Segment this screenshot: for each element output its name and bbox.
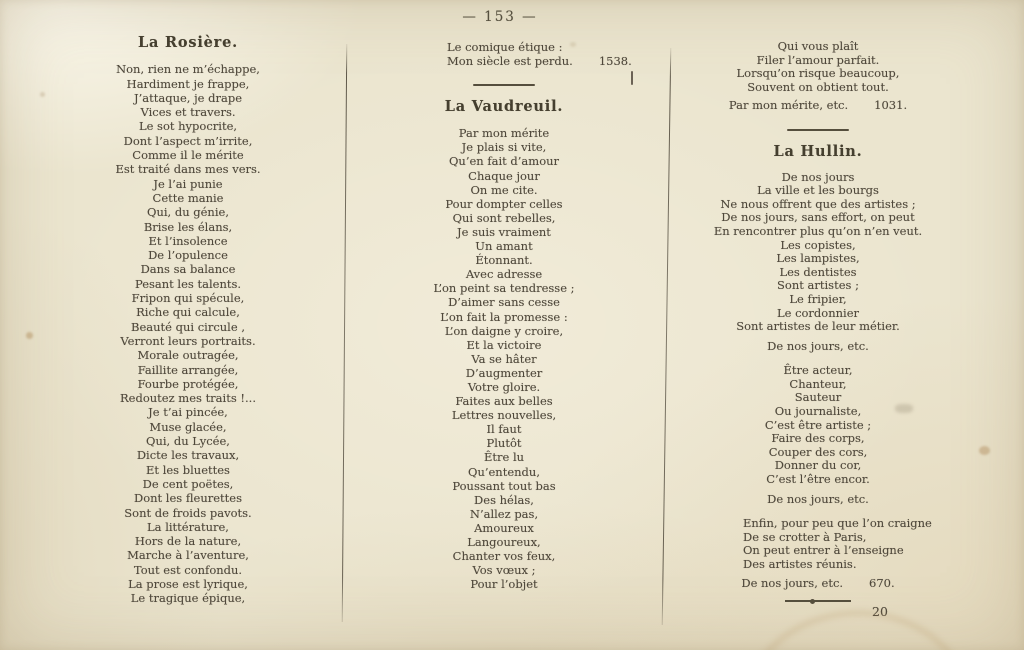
- foxing-spot: [40, 92, 45, 97]
- verse-line: D’aimer sans cesse: [448, 295, 560, 310]
- verse-line: Qui, du génie,: [147, 205, 229, 220]
- foxing-spot: [979, 446, 990, 455]
- verse-line: Qui, du Lycée,: [146, 434, 230, 449]
- verse-line: On peut entrer à l’enseigne: [743, 543, 904, 558]
- verse-line: Va se hâter: [471, 351, 537, 366]
- verse-line: Pour dompter celles: [445, 196, 563, 211]
- song-title: La Rosière.: [138, 34, 238, 51]
- verse-line: Redoutez mes traits !...: [120, 391, 256, 406]
- verse-line: Fourbe protégée,: [137, 376, 239, 391]
- verse-line: Être lu: [483, 450, 525, 465]
- ring-stain: [742, 610, 974, 650]
- verse-line: Des hélas,: [474, 492, 534, 507]
- verse-line: Faillite arrangée,: [137, 362, 239, 377]
- verse-line: Par mon mérite: [458, 126, 550, 141]
- page-number: — 153 —: [462, 9, 538, 25]
- verse-line: Non, rien ne m’échappe,: [116, 62, 260, 77]
- song-number: 670.: [869, 575, 895, 590]
- verse-line: Un amant: [475, 239, 533, 254]
- verse-line: C’est être artiste ;: [764, 417, 872, 432]
- song-title: La Hullin.: [773, 142, 863, 160]
- verse-line: Lettres nouvelles,: [451, 408, 557, 423]
- verse-line: De nos jours, sans effort, on peut: [721, 210, 915, 225]
- foxing-spot: [26, 332, 33, 339]
- verse-line: Hardiment je frappe,: [126, 76, 250, 91]
- verse-line: D’augmenter: [465, 365, 543, 380]
- verse-line: Chanter vos feux,: [452, 549, 556, 564]
- verse-stanza: [370, 126, 638, 591]
- verse-stanza: [668, 517, 968, 571]
- verse-line: Langoureux,: [467, 535, 541, 549]
- verse-line: Est traité dans mes vers.: [115, 162, 261, 177]
- verse-line: Tout est confondu.: [133, 562, 243, 577]
- verse-line: Je l’ai punie: [153, 176, 223, 191]
- verse-line: Donner du cor,: [774, 458, 862, 473]
- verse-line-with-number: [668, 577, 968, 591]
- verse-stanza: [668, 364, 968, 486]
- verse-line-with-number: [668, 99, 968, 113]
- foxing-spot: [570, 42, 576, 47]
- verse-line: Sont artistes ;: [777, 278, 859, 293]
- verse-line: Étonnant.: [475, 253, 533, 268]
- verse-line: Qui sont rebelles,: [452, 210, 556, 225]
- verse-line: De se crotter à Paris,: [743, 529, 867, 544]
- smudge-mark: [895, 404, 913, 413]
- verse-line: Et l’insolence: [148, 233, 228, 248]
- verse-line: Enfin, pour peu que l’on craigne: [743, 516, 932, 531]
- song-number: 1538.: [598, 54, 632, 69]
- verse-stanza: [668, 40, 968, 94]
- verse-line: Ne nous offrent que des artistes ;: [720, 196, 916, 211]
- verse-line: J’attaque, je drape: [133, 90, 242, 105]
- verse-line: Je plais si vite,: [461, 140, 547, 155]
- verse-line: Mon siècle est perdu.: [447, 54, 573, 69]
- verse-line: Muse glacée,: [149, 419, 227, 434]
- verse-stanza: [370, 40, 638, 54]
- verse-line: Sont de froids pavots.: [124, 505, 252, 520]
- verse-line: Verront leurs portraits.: [120, 333, 256, 348]
- verse-line: Faites aux belles: [455, 394, 553, 409]
- separator-rule: [473, 84, 535, 86]
- refrain-line: De nos jours, etc.: [767, 491, 869, 506]
- column-3: [668, 40, 968, 604]
- verse-line: L’on fait la promesse :: [440, 309, 568, 324]
- verse-line: Je t’ai pincée,: [148, 405, 228, 420]
- verse-line: Chaque jour: [468, 168, 540, 183]
- verse-line: Sauteur: [794, 390, 842, 405]
- verse-line: Souvent on obtient tout.: [747, 79, 889, 94]
- verse-line: Couper des cors,: [768, 444, 868, 459]
- verse-line: Sont artistes de leur métier.: [736, 319, 900, 334]
- verse-line: Le cordonnier: [776, 305, 860, 320]
- verse-line: La littérature,: [147, 519, 229, 534]
- verse-line: De l’opulence: [148, 248, 228, 263]
- column-2: [370, 40, 638, 591]
- verse-line: La ville et les bourgs: [757, 183, 879, 198]
- verse-line: Le comique étique :: [447, 40, 563, 54]
- verse-line: La prose est lyrique,: [128, 576, 248, 591]
- verse-line: Brise les élans,: [143, 219, 233, 234]
- verse-line: Beauté qui circule ,: [131, 319, 245, 334]
- verse-line: Morale outragée,: [137, 348, 239, 363]
- song-number: 1031.: [874, 98, 908, 113]
- verse-line: Filer l’amour parfait.: [756, 52, 880, 67]
- verse-line: Riche qui calcule,: [136, 305, 240, 320]
- verse-line: Les lampistes,: [776, 251, 860, 266]
- verse-line: Comme il le mérite: [132, 148, 244, 163]
- verse-line: En rencontrer plus qu’on n’en veut.: [713, 223, 923, 238]
- verse-line: De cent poëtes,: [142, 476, 234, 491]
- verse-line: Et les bluettes: [146, 462, 230, 477]
- verse-line: Par mon mérite, etc.: [728, 98, 849, 113]
- verse-line: Des artistes réunis.: [743, 557, 857, 571]
- signature-number: 20: [872, 604, 888, 619]
- verse-line: L’on peint sa tendresse ;: [433, 281, 575, 296]
- verse-line: Le fripier,: [789, 291, 847, 306]
- verse-line: Les copistes,: [780, 237, 856, 252]
- verse-stanza: [668, 171, 968, 334]
- verse-line: Faire des corps,: [771, 431, 865, 446]
- verse-line: Pesant les talents.: [134, 276, 242, 291]
- verse-line: Amoureux: [474, 520, 534, 535]
- verse-line: Marche à l’aventure,: [127, 548, 249, 563]
- verse-line: Qu’en fait d’amour: [448, 154, 560, 169]
- verse-line: Je suis vraiment: [457, 224, 551, 239]
- verse-stanza: [33, 62, 343, 605]
- verse-line-with-number: [370, 54, 638, 68]
- verse-line: Il faut: [486, 422, 522, 437]
- verse-line: On me cite.: [470, 182, 538, 197]
- tailpiece-ornament: [785, 598, 851, 604]
- verse-line: Vices et travers.: [140, 105, 236, 120]
- verse-line: Chanteur,: [789, 376, 847, 391]
- verse-line: Avec adresse: [465, 267, 543, 282]
- verse-line: Vos vœux ;: [472, 563, 536, 578]
- verse-line: Cette manie: [152, 190, 224, 205]
- verse-line: Qui vous plaît: [777, 39, 859, 53]
- verse-line: Le tragique épique,: [130, 591, 246, 606]
- verse-line: Ou journaliste,: [774, 404, 862, 419]
- verse-line: Le sot hypocrite,: [138, 119, 238, 134]
- verse-line: Hors de la nature,: [134, 534, 242, 549]
- verse-line: Dans sa balance: [140, 262, 236, 277]
- verse-line: C’est l’être encor.: [766, 472, 870, 487]
- verse-line: Fripon qui spécule,: [131, 291, 245, 306]
- verse-line: Plutôt: [486, 436, 522, 451]
- verse-line: Dicte les travaux,: [136, 448, 240, 463]
- refrain-line: De nos jours, etc.: [767, 338, 869, 353]
- verse-line: Dont les fleurettes: [133, 491, 242, 506]
- verse-line: De nos jours: [781, 169, 855, 184]
- verse-line: Pour l’objet: [470, 577, 538, 592]
- verse-line: Qu’entendu,: [468, 464, 540, 479]
- verse-line: Poussant tout bas: [452, 478, 556, 493]
- verse-line: Être acteur,: [783, 363, 853, 378]
- verse-line: De nos jours, etc.: [741, 575, 844, 590]
- separator-rule: [787, 129, 849, 131]
- song-title: La Vaudreuil.: [444, 98, 564, 116]
- verse-line: L’on daigne y croire,: [444, 323, 564, 338]
- verse-line: Et la victoire: [466, 337, 542, 352]
- verse-line: N’allez pas,: [469, 506, 539, 521]
- verse-line: Lorsqu’on risque beaucoup,: [736, 66, 900, 81]
- verse-line: Votre gloire.: [467, 379, 541, 394]
- column-1: [33, 36, 343, 606]
- verse-line: Dont l’aspect m’irrite,: [123, 133, 253, 148]
- verse-line: Les dentistes: [779, 264, 857, 279]
